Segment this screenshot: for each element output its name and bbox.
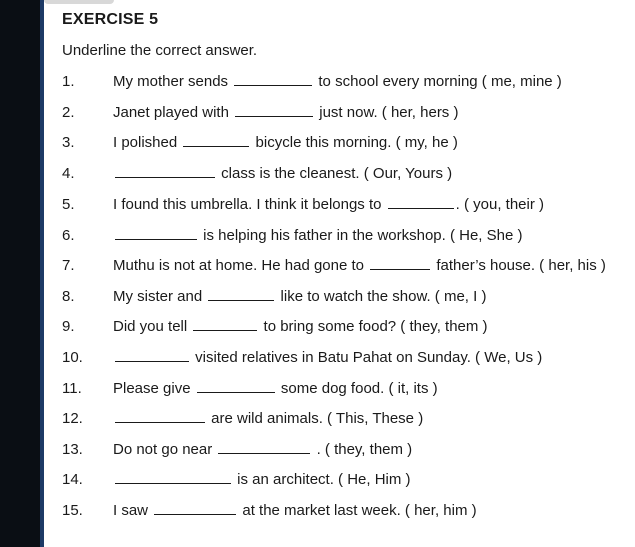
question-text-after: to school every morning ( me, mine ) (314, 73, 562, 90)
answer-blank (370, 257, 430, 270)
answer-blank (154, 502, 236, 515)
question-text-before: My mother sends (113, 73, 233, 90)
question-number: 8. (62, 288, 75, 305)
question-number: 6. (62, 227, 75, 244)
question-text-before: Did you tell (113, 318, 192, 335)
answer-blank (197, 380, 275, 393)
question-number: 3. (62, 134, 75, 151)
question-text-before: Do not go near (113, 441, 217, 458)
question-text (113, 410, 423, 427)
question-number: 14. (62, 471, 83, 488)
question-text-after: class is the cleanest. ( Our, Yours ) (217, 165, 453, 182)
left-dark-border (0, 0, 44, 547)
question-text (113, 502, 477, 519)
question-text-before: I polished (113, 134, 182, 151)
question-text (113, 104, 458, 121)
question-number: 13. (62, 441, 83, 458)
question-text-after: are wild animals. ( This, These ) (207, 410, 424, 427)
question-text (113, 196, 544, 213)
question-text-after: just now. ( her, hers ) (315, 104, 459, 121)
exercise-instruction: Underline the correct answer. (62, 42, 258, 59)
question-number: 10. (62, 349, 83, 366)
question-text-after: is helping his father in the workshop. ( He, She ) (199, 227, 523, 244)
question-number: 4. (62, 165, 75, 182)
question-number: 2. (62, 104, 75, 121)
question-number: 15. (62, 502, 83, 519)
answer-blank (115, 227, 197, 240)
question-number: 11. (62, 380, 82, 397)
question-text-after: . ( they, them ) (312, 441, 413, 458)
question-text-after: . ( you, their ) (455, 196, 545, 213)
question-text (113, 380, 438, 397)
answer-blank (235, 104, 313, 117)
answer-blank (115, 165, 215, 178)
answer-blank (183, 134, 249, 147)
answer-blank (234, 73, 312, 86)
question-text-before: My sister and (113, 288, 207, 305)
question-number: 12. (62, 410, 83, 427)
answer-blank (115, 349, 189, 362)
answer-blank (388, 196, 454, 209)
question-text (113, 257, 606, 274)
answer-blank (208, 288, 274, 301)
left-border-edge (40, 0, 44, 547)
question-text (113, 288, 486, 305)
answer-blank (218, 441, 310, 454)
question-text (113, 471, 411, 488)
question-text-before: I found this umbrella. I think it belongs to (113, 196, 386, 213)
question-text-after: to bring some food? ( they, them ) (259, 318, 488, 335)
question-text (113, 441, 412, 458)
question-text (113, 165, 452, 182)
question-text-before: I saw (113, 502, 153, 519)
question-number: 1. (62, 73, 75, 90)
question-text-after: like to watch the show. ( me, I ) (276, 288, 487, 305)
question-text-after: is an architect. ( He, Him ) (233, 471, 411, 488)
question-text (113, 73, 562, 90)
question-number: 9. (62, 318, 75, 335)
question-text-after: father’s house. ( her, his ) (432, 257, 606, 274)
question-text-before: Muthu is not at home. He had gone to (113, 257, 369, 274)
answer-blank (193, 318, 257, 331)
question-text (113, 318, 488, 335)
question-number: 7. (62, 257, 75, 274)
question-text (113, 134, 458, 151)
answer-blank (115, 471, 231, 484)
question-text (113, 349, 542, 366)
question-text-after: at the market last week. ( her, him ) (238, 502, 477, 519)
exercise-title: EXERCISE 5 (62, 11, 159, 28)
top-edge-shadow (44, 0, 114, 4)
question-text-after: visited relatives in Batu Pahat on Sunday. ( We, Us ) (191, 349, 543, 366)
question-text-after: bicycle this morning. ( my, he ) (251, 134, 458, 151)
question-text (113, 227, 523, 244)
question-number: 5. (62, 196, 75, 213)
answer-blank (115, 410, 205, 423)
question-text-after: some dog food. ( it, its ) (276, 380, 438, 397)
question-text-before: Please give (113, 380, 195, 397)
question-text-before: Janet played with (113, 104, 234, 121)
